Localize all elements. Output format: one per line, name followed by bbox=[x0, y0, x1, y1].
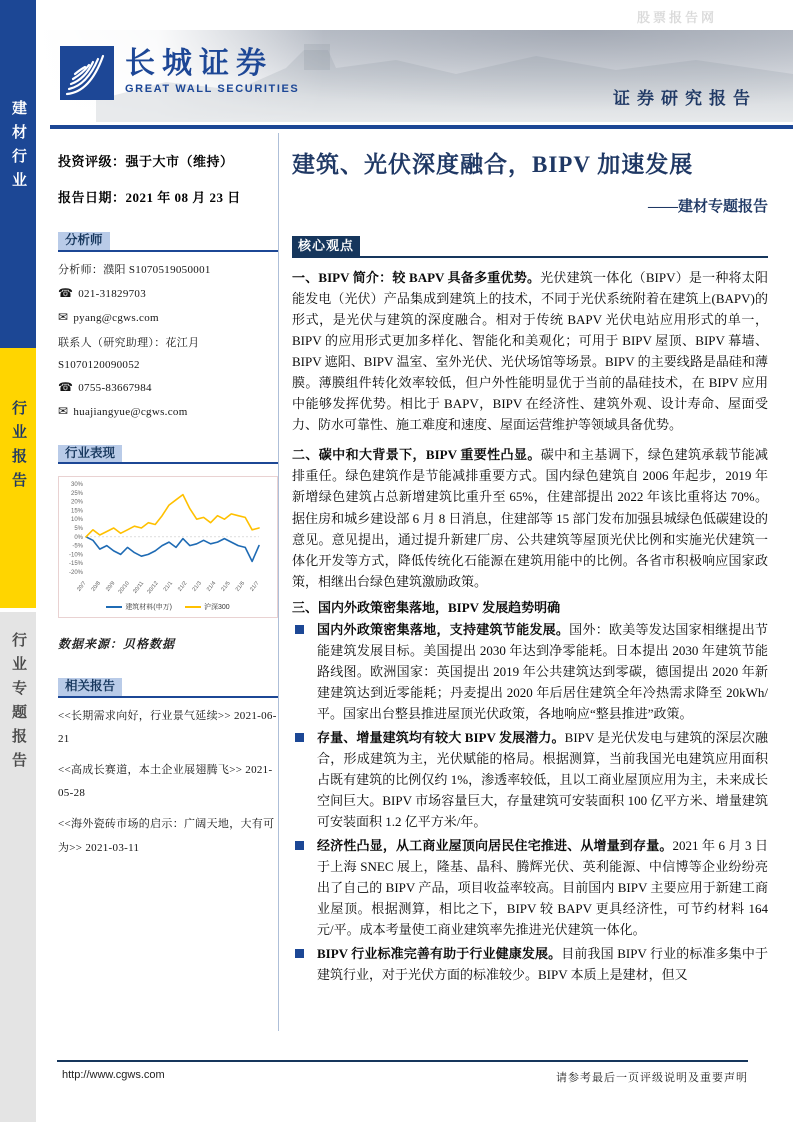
chart-legend bbox=[59, 602, 277, 612]
legend-swatch-materials bbox=[106, 606, 122, 608]
paragraph-body: 光伏建筑一体化（BIPV）是一种将太阳能发电（光伏）产品集成到建筑上的技术，不同于光伏系统附着在建筑上(BAPV)的形式，是光伏与建筑的深度融合。相对于传统 BAPV 光伏电站应用形式的单一，BIPV 的应用形式更加多样化、智能化和美观化；可用于 BIPV 屋顶、BIPV 幕墙、BIPV 遮阳、BIPV 温室、室外光伏、光伏场馆等场景。BIPV 的主要线路是晶硅和薄膜。薄膜组件转化效率较低，但户外性能明显优于当前的晶硅技术，在 BIPV 应用中能够发挥优势。相比于 BAPV，BIPV 在经济性、建筑外观、设计寿命、屋面受力、防水可靠性、施工难度和速度、屋面运营维护等领域具备优势。 bbox=[292, 270, 768, 433]
svg-text:20%: 20% bbox=[70, 499, 83, 506]
paragraph-bipv-intro bbox=[292, 267, 768, 435]
date-line: 报告日期：2021 年 08 月 23 日 bbox=[58, 190, 241, 205]
legend-label-materials: 建筑材料(申万) bbox=[125, 604, 172, 611]
svg-text:25%: 25% bbox=[70, 490, 83, 497]
related-report-link[interactable]: <<海外瓷砖市场的启示：广阔天地，大有可为>> 2021-03-11 bbox=[58, 818, 275, 854]
sidebar-industry-label: 建材行业 bbox=[10, 100, 26, 196]
svg-text:20/10: 20/10 bbox=[117, 580, 131, 596]
bullet-lead: 经济性凸显，从工商业屋顶向居民住宅推进、从增量到存量。 bbox=[317, 838, 673, 854]
contact-email-line[interactable] bbox=[58, 404, 278, 419]
info-column bbox=[58, 142, 278, 860]
legend-swatch-hs300 bbox=[185, 606, 201, 608]
svg-text:-10%: -10% bbox=[68, 552, 83, 559]
industry-performance-chart bbox=[58, 476, 278, 618]
bullet-text bbox=[317, 727, 768, 832]
svg-text:20/8: 20/8 bbox=[90, 580, 102, 593]
rating-line: 投资评级：强于大市（维持） bbox=[58, 154, 234, 169]
paragraph-carbon-neutral bbox=[292, 444, 768, 591]
related-section-header bbox=[58, 678, 278, 698]
phone-icon: ☎ bbox=[58, 285, 74, 300]
svg-text:21/5: 21/5 bbox=[220, 580, 232, 593]
svg-text:-5%: -5% bbox=[72, 543, 83, 550]
bookmark-sidebar bbox=[0, 0, 36, 1122]
svg-text:20/7: 20/7 bbox=[76, 580, 88, 593]
bullet-body: BIPV 是光伏发电与建筑的深层次融合，形成建筑为主，光伏赋能的格局。根据测算，当前我国光电建筑应用面积占既有建筑的比例仅约 1%，渗透率较低，且以工商业屋顶应用为主，未来成长空间巨大。BIPV 市场容量巨大，存量建筑可安装面积 100 亿平方米、增量建筑可安装面积 1.2 亿平方米/年。 bbox=[317, 729, 768, 830]
svg-text:-15%: -15% bbox=[68, 561, 83, 568]
performance-section-badge: 行业表现 bbox=[58, 445, 122, 463]
bullet-body: 目前我国 BIPV 行业的标准多集中于建筑行业，对于光伏方面的标准较少。BIPV 本质上是建材，但又 bbox=[317, 946, 769, 983]
footer-rule bbox=[57, 1060, 748, 1062]
analyst-name-line: 分析师：濮阳 S1070519050001 bbox=[58, 263, 211, 276]
line-chart-canvas bbox=[59, 477, 267, 613]
bullet-text bbox=[317, 835, 768, 940]
bullet-policy bbox=[292, 619, 768, 724]
page-title: 建筑、光伏深度融合，BIPV 加速发展 bbox=[292, 152, 694, 177]
footer-disclaimer: 请参考最后一页评级说明及重要声明 bbox=[556, 1072, 748, 1084]
related-report-link[interactable]: <<高成长赛道，本土企业展翅腾飞>> 2021-05-28 bbox=[58, 763, 273, 800]
bullet-square-icon bbox=[295, 625, 304, 634]
analyst-section-badge: 分析师 bbox=[58, 232, 110, 250]
analyst-email[interactable]: pyang@cgws.com bbox=[73, 311, 159, 324]
svg-text:0%: 0% bbox=[74, 534, 83, 541]
bullet-economics bbox=[292, 835, 768, 940]
bullet-text bbox=[317, 619, 768, 724]
bullet-potential bbox=[292, 727, 768, 832]
legend-item-materials bbox=[106, 602, 172, 612]
bullet-list bbox=[292, 619, 768, 986]
paragraph-lead: 二、碳中和大背景下，BIPV 重要性凸显。 bbox=[292, 447, 541, 463]
svg-text:21/6: 21/6 bbox=[234, 580, 247, 593]
phone-icon: ☎ bbox=[58, 379, 74, 394]
bullet-square-icon bbox=[295, 733, 304, 742]
svg-text:20/12: 20/12 bbox=[146, 580, 160, 596]
svg-text:5%: 5% bbox=[74, 526, 83, 532]
bullet-lead: 国内外政策密集落地，支持建筑节能发展。 bbox=[317, 621, 570, 637]
bullet-standards bbox=[292, 943, 768, 985]
bullet-square-icon bbox=[295, 949, 304, 958]
related-report-link[interactable]: <<长期需求向好，行业景气延续>> 2021-06-21 bbox=[58, 709, 277, 746]
svg-text:10%: 10% bbox=[70, 517, 83, 524]
svg-text:21/7: 21/7 bbox=[249, 580, 261, 593]
core-view-header bbox=[292, 236, 768, 258]
header-banner bbox=[36, 30, 793, 122]
bullet-lead: BIPV 行业标准完善有助于行业健康发展。 bbox=[317, 946, 562, 962]
svg-text:21/2: 21/2 bbox=[177, 580, 189, 593]
envelope-icon: ✉ bbox=[58, 403, 69, 418]
svg-text:-20%: -20% bbox=[68, 570, 83, 576]
analyst-section-header bbox=[58, 232, 278, 252]
related-section-badge: 相关报告 bbox=[58, 678, 122, 696]
bullet-body: 2021 年 6 月 3 日于上海 SNEC 展上，隆基、晶科、腾辉光伏、英利能源、中信博等企业纷纷亮出了自己的 BIPV 产品，项目收益率较高。目前国内 BIPV 主要应用于新建工商业屋顶。根据测算，相比之下，BIPV 较 BAPV 更具经济性，可节约材料 164 元/平。成本考量使工商业建筑率先推进光伏建筑一体化。 bbox=[317, 838, 768, 938]
sidebar-topic-tab bbox=[0, 612, 36, 1122]
contact-phone-line bbox=[58, 380, 278, 395]
great-wall-securities-logo-icon bbox=[60, 46, 114, 100]
bullet-text bbox=[317, 943, 768, 985]
svg-text:21/3: 21/3 bbox=[191, 580, 203, 593]
sidebar-topic-label: 行业专题报告 bbox=[10, 632, 26, 776]
chart-source-note: 数据来源：贝格数据 bbox=[58, 637, 176, 651]
performance-section-header bbox=[58, 445, 278, 465]
header-rule bbox=[50, 125, 793, 129]
svg-text:20/9: 20/9 bbox=[105, 580, 117, 593]
core-view-badge: 核心观点 bbox=[292, 236, 360, 256]
contact-id-line: S1070120090052 bbox=[58, 358, 140, 371]
analyst-email-line[interactable] bbox=[58, 310, 278, 325]
bullet-lead: 存量、增量建筑均有较大 BIPV 发展潜力。 bbox=[317, 729, 565, 745]
bullet-square-icon bbox=[295, 841, 304, 850]
sidebar-industry-tab bbox=[0, 0, 36, 348]
legend-item-hs300 bbox=[185, 602, 230, 612]
analyst-phone: 021-31829703 bbox=[78, 287, 147, 300]
svg-text:20/11: 20/11 bbox=[132, 580, 146, 595]
section-heading-policy: 三、国内外政策密集落地，BIPV 发展趋势明确 bbox=[292, 599, 561, 615]
contact-phone: 0755-83667984 bbox=[78, 381, 152, 394]
legend-label-hs300: 沪深300 bbox=[203, 604, 230, 611]
brand-name-cn: 长城证券 bbox=[125, 47, 273, 80]
sidebar-report-tab bbox=[0, 348, 36, 608]
sidebar-report-label: 行业报告 bbox=[10, 400, 26, 496]
bullet-body: 国外：欧美等发达国家相继提出节能建筑发展目标。美国提出 2030 年达到净零能耗。日本提出 2030 年建筑节能路线图。欧洲国家：英国提出 2019 年公共建筑达到零碳，德国提出 2020 年新建建筑达到近零能耗；丹麦提出 2020 年后居住建筑全年冷热需求降至 20kWh/平。国家出台整县推进屋顶光伏政策，各地响应“整县推进”政策。 bbox=[317, 621, 768, 721]
svg-text:15%: 15% bbox=[70, 508, 83, 515]
svg-text:21/4: 21/4 bbox=[205, 580, 218, 593]
paragraph-lead: 一、BIPV 简介：较 BAPV 具备多重优势。 bbox=[292, 270, 541, 285]
svg-text:30%: 30% bbox=[70, 482, 83, 488]
column-divider bbox=[278, 133, 279, 1031]
brand-logo bbox=[60, 46, 299, 100]
footer-url[interactable]: http://www.cgws.com bbox=[62, 1069, 165, 1081]
contact-email[interactable]: huajiangyue@cgws.com bbox=[73, 405, 188, 418]
brand-name-en: GREAT WALL SECURITIES bbox=[125, 83, 300, 95]
report-subtitle: ——建材专题报告 bbox=[647, 199, 768, 215]
report-type-label: 证券研究报告 bbox=[613, 89, 757, 108]
contact-name-line: 联系人（研究助理）：花江月 bbox=[58, 336, 200, 349]
svg-text:21/1: 21/1 bbox=[162, 580, 175, 593]
main-content bbox=[292, 142, 768, 986]
site-watermark: 股票报告网 bbox=[637, 10, 718, 25]
paragraph-body: 碳中和主基调下，绿色建筑承载节能减排重任。绿色建筑作是节能减排重要方式。国内绿色建筑自 2006 年起步，2019 年新增绿色建筑占总新增建筑比重升至 65%，住建部提出 2022 年该比重将达 70%。据住房和城乡建设部 6 月 8 日消息，住建部等 15 部门发布加强县城绿色低碳建设的意见。意见提出，通过提升新建厂房、公共建筑等屋顶光伏比例和实施光伏建筑一体化开发等方式，降低传统化石能源在建筑用能中的比例。各省市积极响应国家政策，相继出台绿色建筑激励政策。 bbox=[292, 447, 768, 589]
envelope-icon: ✉ bbox=[58, 309, 69, 324]
analyst-phone-line bbox=[58, 286, 278, 301]
brand-text bbox=[125, 46, 299, 100]
